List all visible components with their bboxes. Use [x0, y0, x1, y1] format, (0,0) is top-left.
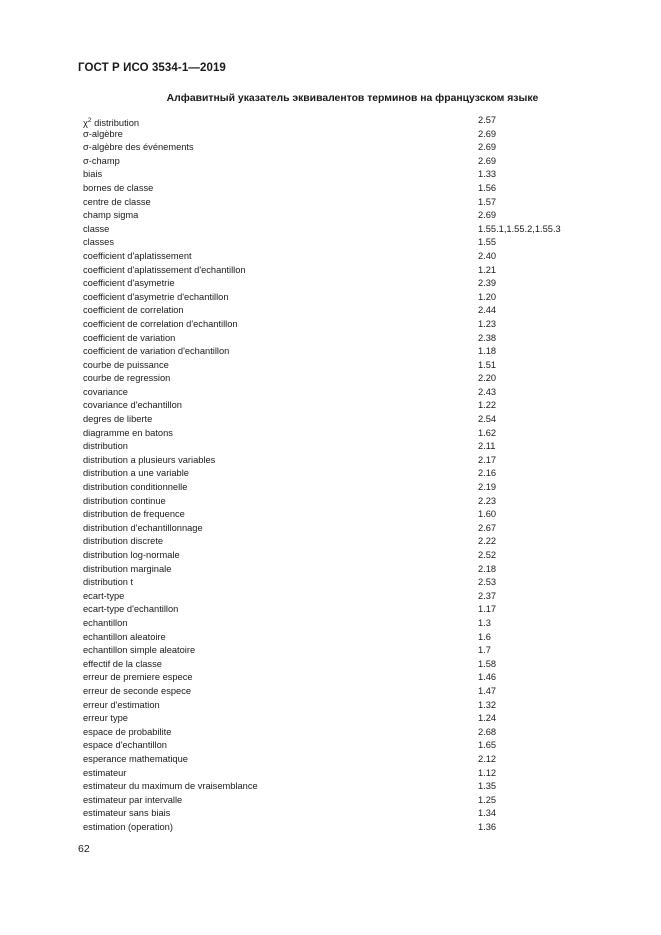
index-reference: 1.36 [478, 821, 497, 832]
index-term: distribution d'echantillonnage [83, 522, 203, 533]
index-term: espace d'echantillon [83, 740, 167, 751]
index-reference: 2.40 [478, 250, 497, 261]
index-entry [83, 739, 623, 753]
index-entry [83, 767, 623, 781]
index-reference: 1.46 [478, 672, 497, 683]
index-entry [83, 535, 623, 549]
index-reference: 1.17 [478, 604, 497, 615]
index-term: coefficient d'asymetrie d'echantillon [83, 291, 229, 302]
index-reference: 2.17 [478, 454, 497, 465]
index-entry [83, 685, 623, 699]
index-term: ecart-type [83, 590, 125, 601]
index-reference: 2.18 [478, 563, 497, 574]
index-term: centre de classe [83, 196, 151, 207]
index-entry [83, 467, 623, 481]
index-reference: 1.55 [478, 237, 497, 248]
index-entry [83, 780, 623, 794]
index-term: σ-algèbre des événements [83, 142, 194, 153]
index-entry [83, 427, 623, 441]
index-entry [83, 291, 623, 305]
index-term: σ-algèbre [83, 128, 123, 139]
index-entry [83, 345, 623, 359]
index-reference: 1.12 [478, 767, 497, 778]
index-reference: 2.12 [478, 753, 497, 764]
index-term: distribution log-normale [83, 550, 180, 560]
index-entry [83, 114, 623, 128]
index-reference: 1.25 [478, 794, 497, 805]
index-term: echantillon aleatoire [83, 631, 166, 642]
index-reference: 2.69 [478, 155, 497, 166]
index-term: estimateur du maximum de vraisemblance [83, 781, 258, 792]
index-term: echantillon [83, 617, 128, 628]
index-entry [83, 563, 623, 577]
index-entry [83, 168, 623, 182]
index-term: distribution discrete [83, 536, 164, 547]
index-term: coefficient d'aplatissement d'echantillon [83, 264, 246, 275]
index-term: espace de probabilite [83, 726, 172, 737]
index-reference: 2.16 [478, 468, 497, 479]
index-term: courbe de regression [83, 373, 171, 384]
index-term: classe [83, 223, 110, 234]
index-reference: 1.6 [478, 631, 491, 642]
index-reference: 1.3 [478, 617, 491, 628]
index-entry [83, 223, 623, 237]
index-reference: 1.32 [478, 699, 497, 710]
index-term: esperance mathematique [83, 753, 188, 764]
index-entry [83, 304, 623, 318]
index-term: classes [83, 237, 115, 248]
index-reference: 1.60 [478, 509, 497, 520]
index-entry [83, 807, 623, 821]
index-entry [83, 794, 623, 808]
index-entry [83, 617, 623, 631]
index-entry [83, 481, 623, 495]
index-reference: 2.43 [478, 386, 497, 397]
index-entry [83, 209, 623, 223]
index-entry [83, 277, 623, 291]
index-entry [83, 250, 623, 264]
index-term: σ-champ [83, 155, 120, 166]
index-entry [83, 128, 623, 142]
index-term: degres de liberte [83, 414, 153, 425]
index-entry [83, 631, 623, 645]
index-reference: 2.52 [478, 550, 497, 560]
index-entry [83, 440, 623, 454]
index-reference: 1.35 [478, 781, 497, 792]
index-entries-list [83, 114, 623, 834]
index-entry [83, 196, 623, 210]
index-reference: 2.69 [478, 210, 497, 221]
index-term: bornes de classe [83, 182, 154, 193]
index-term: $\chi^2$ distribution [83, 117, 140, 128]
index-reference: 1.34 [478, 808, 497, 819]
index-reference: 1.22 [478, 400, 497, 411]
index-term: courbe de puissance [83, 359, 169, 370]
index-entry [83, 236, 623, 250]
index-term: covariance d'echantillon [83, 400, 182, 411]
index-reference: 2.39 [478, 278, 497, 289]
index-entry [83, 522, 623, 536]
index-term: estimation (operation) [83, 821, 173, 832]
index-entry [83, 549, 623, 563]
index-entry [83, 821, 623, 835]
index-reference: 2.68 [478, 726, 497, 737]
index-entry [83, 576, 623, 590]
index-term: coefficient de variation d'echantillon [83, 346, 230, 357]
index-entry [83, 413, 623, 427]
index-reference: 2.69 [478, 128, 497, 139]
index-term: estimateur sans biais [83, 808, 171, 819]
index-term: diagramme en batons [83, 427, 173, 438]
index-reference: 1.58 [478, 658, 497, 669]
index-reference: 1.7 [478, 645, 491, 656]
index-reference: 1.47 [478, 685, 497, 696]
index-term: coefficient d'aplatissement [83, 250, 192, 261]
index-term: erreur de seconde espece [83, 685, 192, 696]
page-number: 62 [78, 843, 90, 855]
index-reference: 1.33 [478, 169, 497, 180]
index-reference: 2.37 [478, 590, 497, 601]
index-reference: 2.22 [478, 536, 497, 547]
index-entry [83, 372, 623, 386]
index-reference: 2.53 [478, 577, 497, 588]
index-entry [83, 508, 623, 522]
index-title: Алфавитный указатель эквивалентов терминов на французском языке [166, 93, 539, 104]
index-reference: 1.57 [478, 196, 497, 207]
index-term: coefficient de correlation d'echantillon [83, 318, 238, 329]
index-term: coefficient d'asymetrie [83, 278, 175, 289]
index-term: distribution continue [83, 495, 166, 506]
index-term: distribution [83, 441, 128, 452]
index-term: covariance [83, 386, 128, 397]
index-reference: 1.24 [478, 713, 497, 724]
index-entry [83, 386, 623, 400]
index-entry [83, 699, 623, 713]
index-entry [83, 603, 623, 617]
index-reference: 2.38 [478, 332, 497, 343]
index-entry [83, 753, 623, 767]
index-term: erreur type [83, 713, 128, 724]
index-reference: 2.19 [478, 482, 497, 493]
index-entry [83, 726, 623, 740]
index-entry [83, 359, 623, 373]
index-term: biais [83, 169, 103, 180]
index-term: distribution marginale [83, 563, 172, 574]
index-reference: 1.56 [478, 182, 497, 193]
index-reference: 2.20 [478, 373, 497, 384]
index-term: coefficient de correlation [83, 305, 184, 316]
index-term: estimateur [83, 767, 127, 778]
index-entry [83, 264, 623, 278]
index-reference: 1.23 [478, 318, 497, 329]
index-term: distribution a plusieurs variables [83, 454, 216, 465]
index-term: echantillon simple aleatoire [83, 645, 196, 656]
index-term: effectif de la classe [83, 658, 162, 669]
index-term: ecart-type d'echantillon [83, 604, 179, 615]
index-reference: 1.65 [478, 740, 497, 751]
document-header: ГОСТ Р ИСО 3534-1—2019 [78, 62, 226, 74]
index-reference: 2.44 [478, 305, 497, 316]
index-entry [83, 141, 623, 155]
index-reference: 1.21 [478, 264, 497, 275]
index-reference: 1.20 [478, 291, 497, 302]
index-reference: 1.62 [478, 427, 497, 438]
index-entry [83, 155, 623, 169]
index-entry [83, 495, 623, 509]
index-reference: 1.51 [478, 359, 497, 370]
index-term: champ sigma [83, 210, 139, 221]
index-term: distribution a une variable [83, 468, 189, 479]
index-entry [83, 658, 623, 672]
index-term: coefficient de variation [83, 332, 176, 343]
index-entry [83, 644, 623, 658]
index-entry [83, 671, 623, 685]
index-reference: 2.67 [478, 522, 497, 533]
index-entry [83, 712, 623, 726]
index-entry [83, 590, 623, 604]
index-entry [83, 182, 623, 196]
index-term: distribution t [83, 577, 134, 588]
index-reference: 2.23 [478, 495, 497, 506]
index-entry [83, 332, 623, 346]
index-reference: 1.55.1,1.55.2,1.55.3 [478, 223, 561, 234]
index-term: erreur de premiere espece [83, 672, 193, 683]
index-entry [83, 454, 623, 468]
index-reference: 2.54 [478, 414, 497, 425]
index-term: erreur d'estimation [83, 699, 160, 710]
index-reference: 2.69 [478, 142, 497, 153]
index-term: distribution de frequence [83, 509, 185, 520]
index-reference: 1.18 [478, 346, 497, 357]
index-entry [83, 318, 623, 332]
index-reference: 2.57 [478, 115, 497, 125]
index-term: estimateur par intervalle [83, 794, 183, 805]
index-term: distribution conditionnelle [83, 482, 188, 493]
index-reference: 2.11 [478, 441, 496, 452]
index-entry [83, 399, 623, 413]
